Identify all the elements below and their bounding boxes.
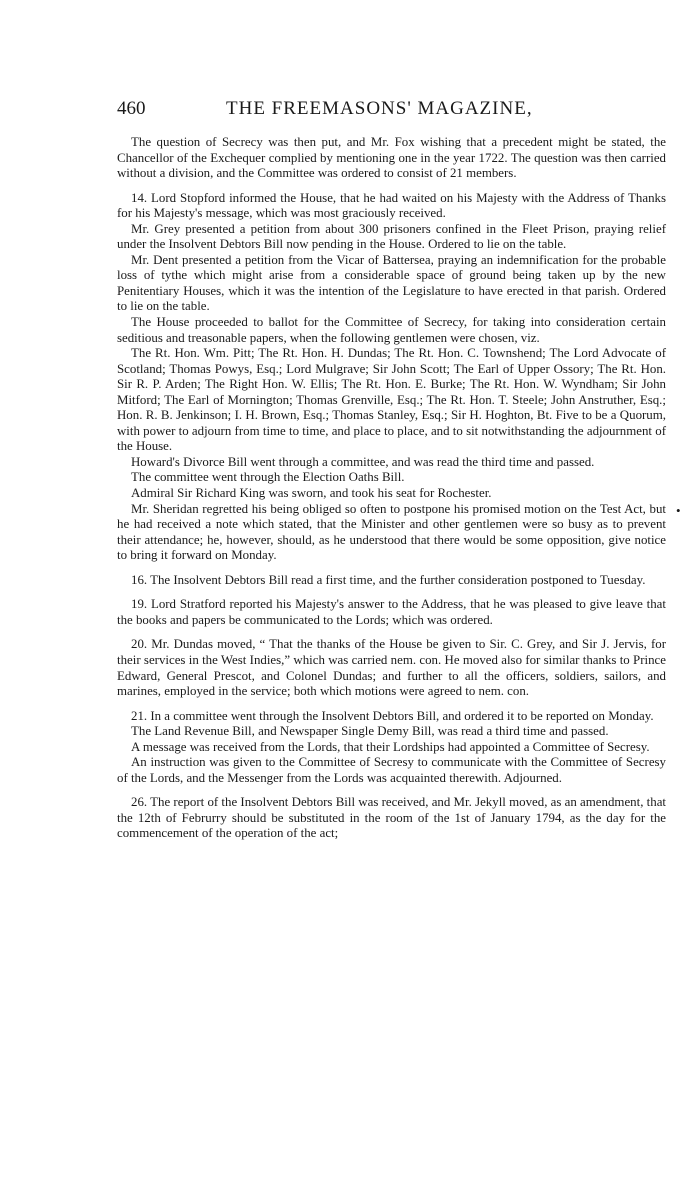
paragraph: 20. Mr. Dundas moved, “ That the thanks of the House be given to Sir. C. Grey, and Sir J. Jervis, for their services in the West Indies,” which was carried nem. con. He moved also for similar thanks to Prince Edward, General Prescot, and Colonel Dundas; and further to all the officers, soldiers, sailors, and marines, employed in the service; both which motions were agreed to nem. con.: [117, 637, 666, 699]
page-number: 460: [117, 98, 146, 119]
paragraph: The Rt. Hon. Wm. Pitt; The Rt. Hon. H. Dundas; The Rt. Hon. C. Townshend; The Lord Advocate of Scotland; Thomas Powys, Esq.; Lord Mulgrave; Sir John Scott; The Earl of Upper Ossory; The Rt. Hon. Sir R. P. Arden; The Right Hon. W. Ellis; The Rt. Hon. E. Burke; The Rt. Hon. W. Wyndham; Sir John Mitford; The Earl of Mornington; Thomas Grenville, Esq.; The Rt. Hon. T. Steele; John Anstruther, Esq.; Hon. R. B. Jenkinson; I. H. Brown, Esq.; Thomas Stanley, Esq.; Sir H. Hoghton, Bt. Five to be a Quorum, with power to adjourn from time to time, and place to place, and to sit notwithstanding the adjournment of the House.: [117, 346, 666, 454]
paragraph: 26. The report of the Insolvent Debtors Bill was received, and Mr. Jekyll moved, as an amendment, that the 12th of Februrry should be substituted in the room of the 1st of January 1794, as the day for the commencement of the operation of the act;: [117, 795, 666, 841]
paragraph: The Land Revenue Bill, and Newspaper Single Demy Bill, was read a third time and passed.: [131, 724, 609, 739]
body-text: [117, 135, 666, 842]
paragraph: 21. In a committee went through the Insolvent Debtors Bill, and ordered it to be reported on Monday.: [131, 708, 654, 723]
paragraph: Mr. Sheridan regretted his being obliged so often to postpone his promised motion on the Test Act, but he had received a note which stated, that the Minister and other gentlemen were so busy as to prevent their attendance; he, however, should, as he understood that there would be some opposition, give notice to bring it forward on Monday.: [117, 501, 666, 563]
paragraph: 16. The Insolvent Debtors Bill read a first time, and the further consideration postponed to Tuesday.: [131, 572, 646, 587]
paragraph: 19. Lord Stratford reported his Majesty's answer to the Address, that he was pleased to give leave that the books and papers be communicated to the Lords; which was ordered.: [117, 597, 666, 627]
paragraph: The question of Secrecy was then put, and Mr. Fox wishing that a precedent might be stated, the Chancellor of the Exchequer complied by mentioning one in the year 1722. The question was then carried without a division, and the Committee was ordered to consist of 21 members.: [117, 135, 666, 181]
paragraph: 14. Lord Stopford informed the House, that he had waited on his Majesty with the Address of Thanks for his Majesty's message, which was most graciously received.: [117, 190, 666, 221]
paragraph: Mr. Dent presented a petition from the Vicar of Battersea, praying an indemnification for the probable loss of tythe which might arise from a considerable space of ground being taken up by the new Penitentiary Houses, which it was the intention of the Legislature to have erected in that parish. Ordered to lie on the table.: [117, 252, 666, 314]
paragraph: Mr. Grey presented a petition from about 300 prisoners confined in the Fleet Prison, praying relief under the Insolvent Debtors Bill now pending in the House. Ordered to lie on the table.: [117, 221, 666, 252]
margin-mark: •: [676, 503, 681, 518]
paragraph: An instruction was given to the Committee of Secresy to communicate with the Committee of Secresy of the Lords, and the Messenger from the Lords was acquainted therewith. Adjourned.: [117, 755, 666, 785]
running-head: THE FREEMASONS' MAGAZINE,: [226, 98, 533, 119]
paragraph: Admiral Sir Richard King was sworn, and took his seat for Rochester.: [131, 486, 492, 501]
paragraph: Howard's Divorce Bill went through a committee, and was read the third time and passed.: [131, 454, 595, 469]
paragraph: The House proceeded to ballot for the Committee of Secrecy, for taking into consideration certain seditious and treasonable papers, when the following gentlemen were chosen, viz.: [117, 315, 666, 345]
paragraph: The committee went through the Election Oaths Bill.: [131, 470, 405, 485]
paragraph: A message was received from the Lords, that their Lordships had appointed a Committee of Secresy.: [131, 739, 650, 754]
